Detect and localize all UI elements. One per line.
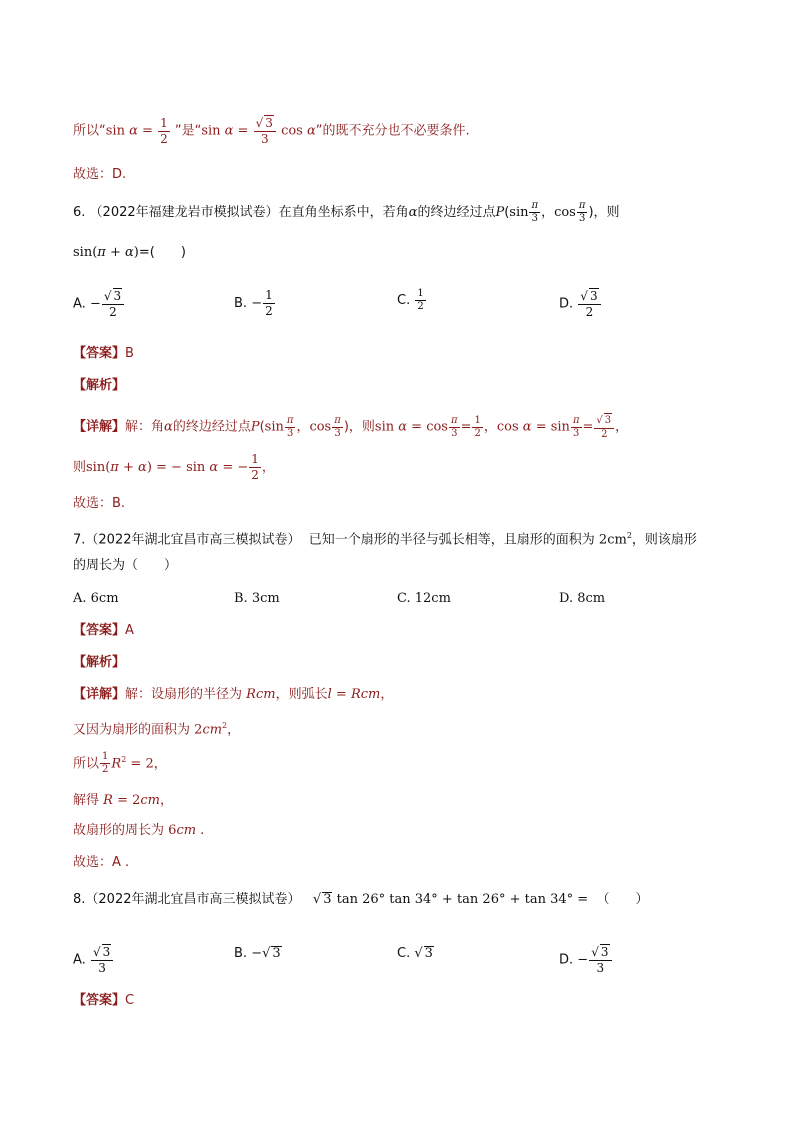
q6-expression: sin(π + α)=( ) xyxy=(73,245,186,260)
q7-stem: 7.（2022年湖北宜昌市高三模拟试卷） 已知一个扇形的半径与弧长相等，且扇形的面积为 $2cm^2$，则该扇形 xyxy=(73,531,697,548)
q8-option-d: D. − $\frac{√ 3}{3}$ xyxy=(559,944,613,976)
q7-analysis-label: 【解析】 xyxy=(73,655,126,670)
q8-stem: 8.（2022年湖北宜昌市高三模拟试卷） √ 3 tan 26° tan 34° + tan 26° + tan 34° = （ ） xyxy=(73,892,649,907)
q7-option-a: A. 6cm xyxy=(73,591,119,606)
q8-answer: 【答案】C xyxy=(73,993,135,1008)
q7-option-d: D. 8cm xyxy=(559,591,606,606)
q6-option-a: A. − $\frac{√ 3}{2}$ xyxy=(73,288,125,320)
q6-detail: 【详解】解：角α的终边经过点P(sin $\frac{\pi}{3}$ ，cos $\frac{\pi}{3}$ )，则sin α = cos $\frac{\pi}{3}$ = $\frac{1}{2}$ ，cos α = sin $\frac{\pi}{3}$ = $\frac{√ 3}{2}$ ， xyxy=(73,414,629,440)
q6-option-b: B. − $\frac{1}{2}$ xyxy=(234,288,273,318)
q7-detail-line2: 又因为扇形的面积为 $2cm^2$， xyxy=(73,721,241,738)
q8-option-b: B. −√ 3 xyxy=(234,946,281,961)
q7-detail-line1: 【详解】解：设扇形的半径为 Rcm，则弧长l = Rcm， xyxy=(73,687,394,702)
q6-option-d: D. $\frac{√ 3}{2}$ xyxy=(559,288,602,320)
prev-conclusion: 故选：D. xyxy=(73,167,127,182)
prev-conclusion-statement: 所以“sin α = $\frac{1}{2}$ ”是“sin α = $\frac{√ 3}{3}$ cos α”的既不充分也不必要条件. xyxy=(73,115,470,146)
fraction-one-half: $\frac{1}{2}$ xyxy=(160,115,168,146)
q6-detail-line2: 则sin(π + α) = − sin α = − $\frac{1}{2}$ ， xyxy=(73,452,275,482)
q7-stem-line2: 的周长为（ ） xyxy=(73,558,178,573)
q6-answer: 【答案】B xyxy=(73,346,134,361)
q7-answer: 【答案】A xyxy=(73,623,134,638)
q7-detail-line3: 所以 $\frac{1}{2}$ $R^2 = 2$， xyxy=(73,751,167,776)
q8-option-c: C. √ 3 xyxy=(397,946,433,961)
q7-detail-line5: 故扇形的周长为 6cm . xyxy=(73,823,205,838)
q6-conclusion: 故选：B. xyxy=(73,496,126,511)
q8-option-a: A. $\frac{√ 3}{3}$ xyxy=(73,944,114,976)
q6-analysis-label: 【解析】 xyxy=(73,378,126,393)
q7-option-b: B. 3cm xyxy=(234,591,280,606)
q7-conclusion: 故选：A . xyxy=(73,855,130,870)
q7-option-c: C. 12cm xyxy=(397,591,451,606)
q7-detail-line4: 解得 R = 2cm， xyxy=(73,793,174,808)
fraction-sqrt3-over-3: $\frac{√ 3}{3}$ xyxy=(254,115,276,147)
q6-option-c: C. $\frac{1}{2}$ xyxy=(397,288,424,312)
q6-stem: 6. （2022年福建龙岩市模拟试卷）在直角坐标系中，若角α的终边经过点P(sin $\frac{\pi}{3}$ ，cos $\frac{\pi}{3}$ )，则 xyxy=(73,200,620,224)
